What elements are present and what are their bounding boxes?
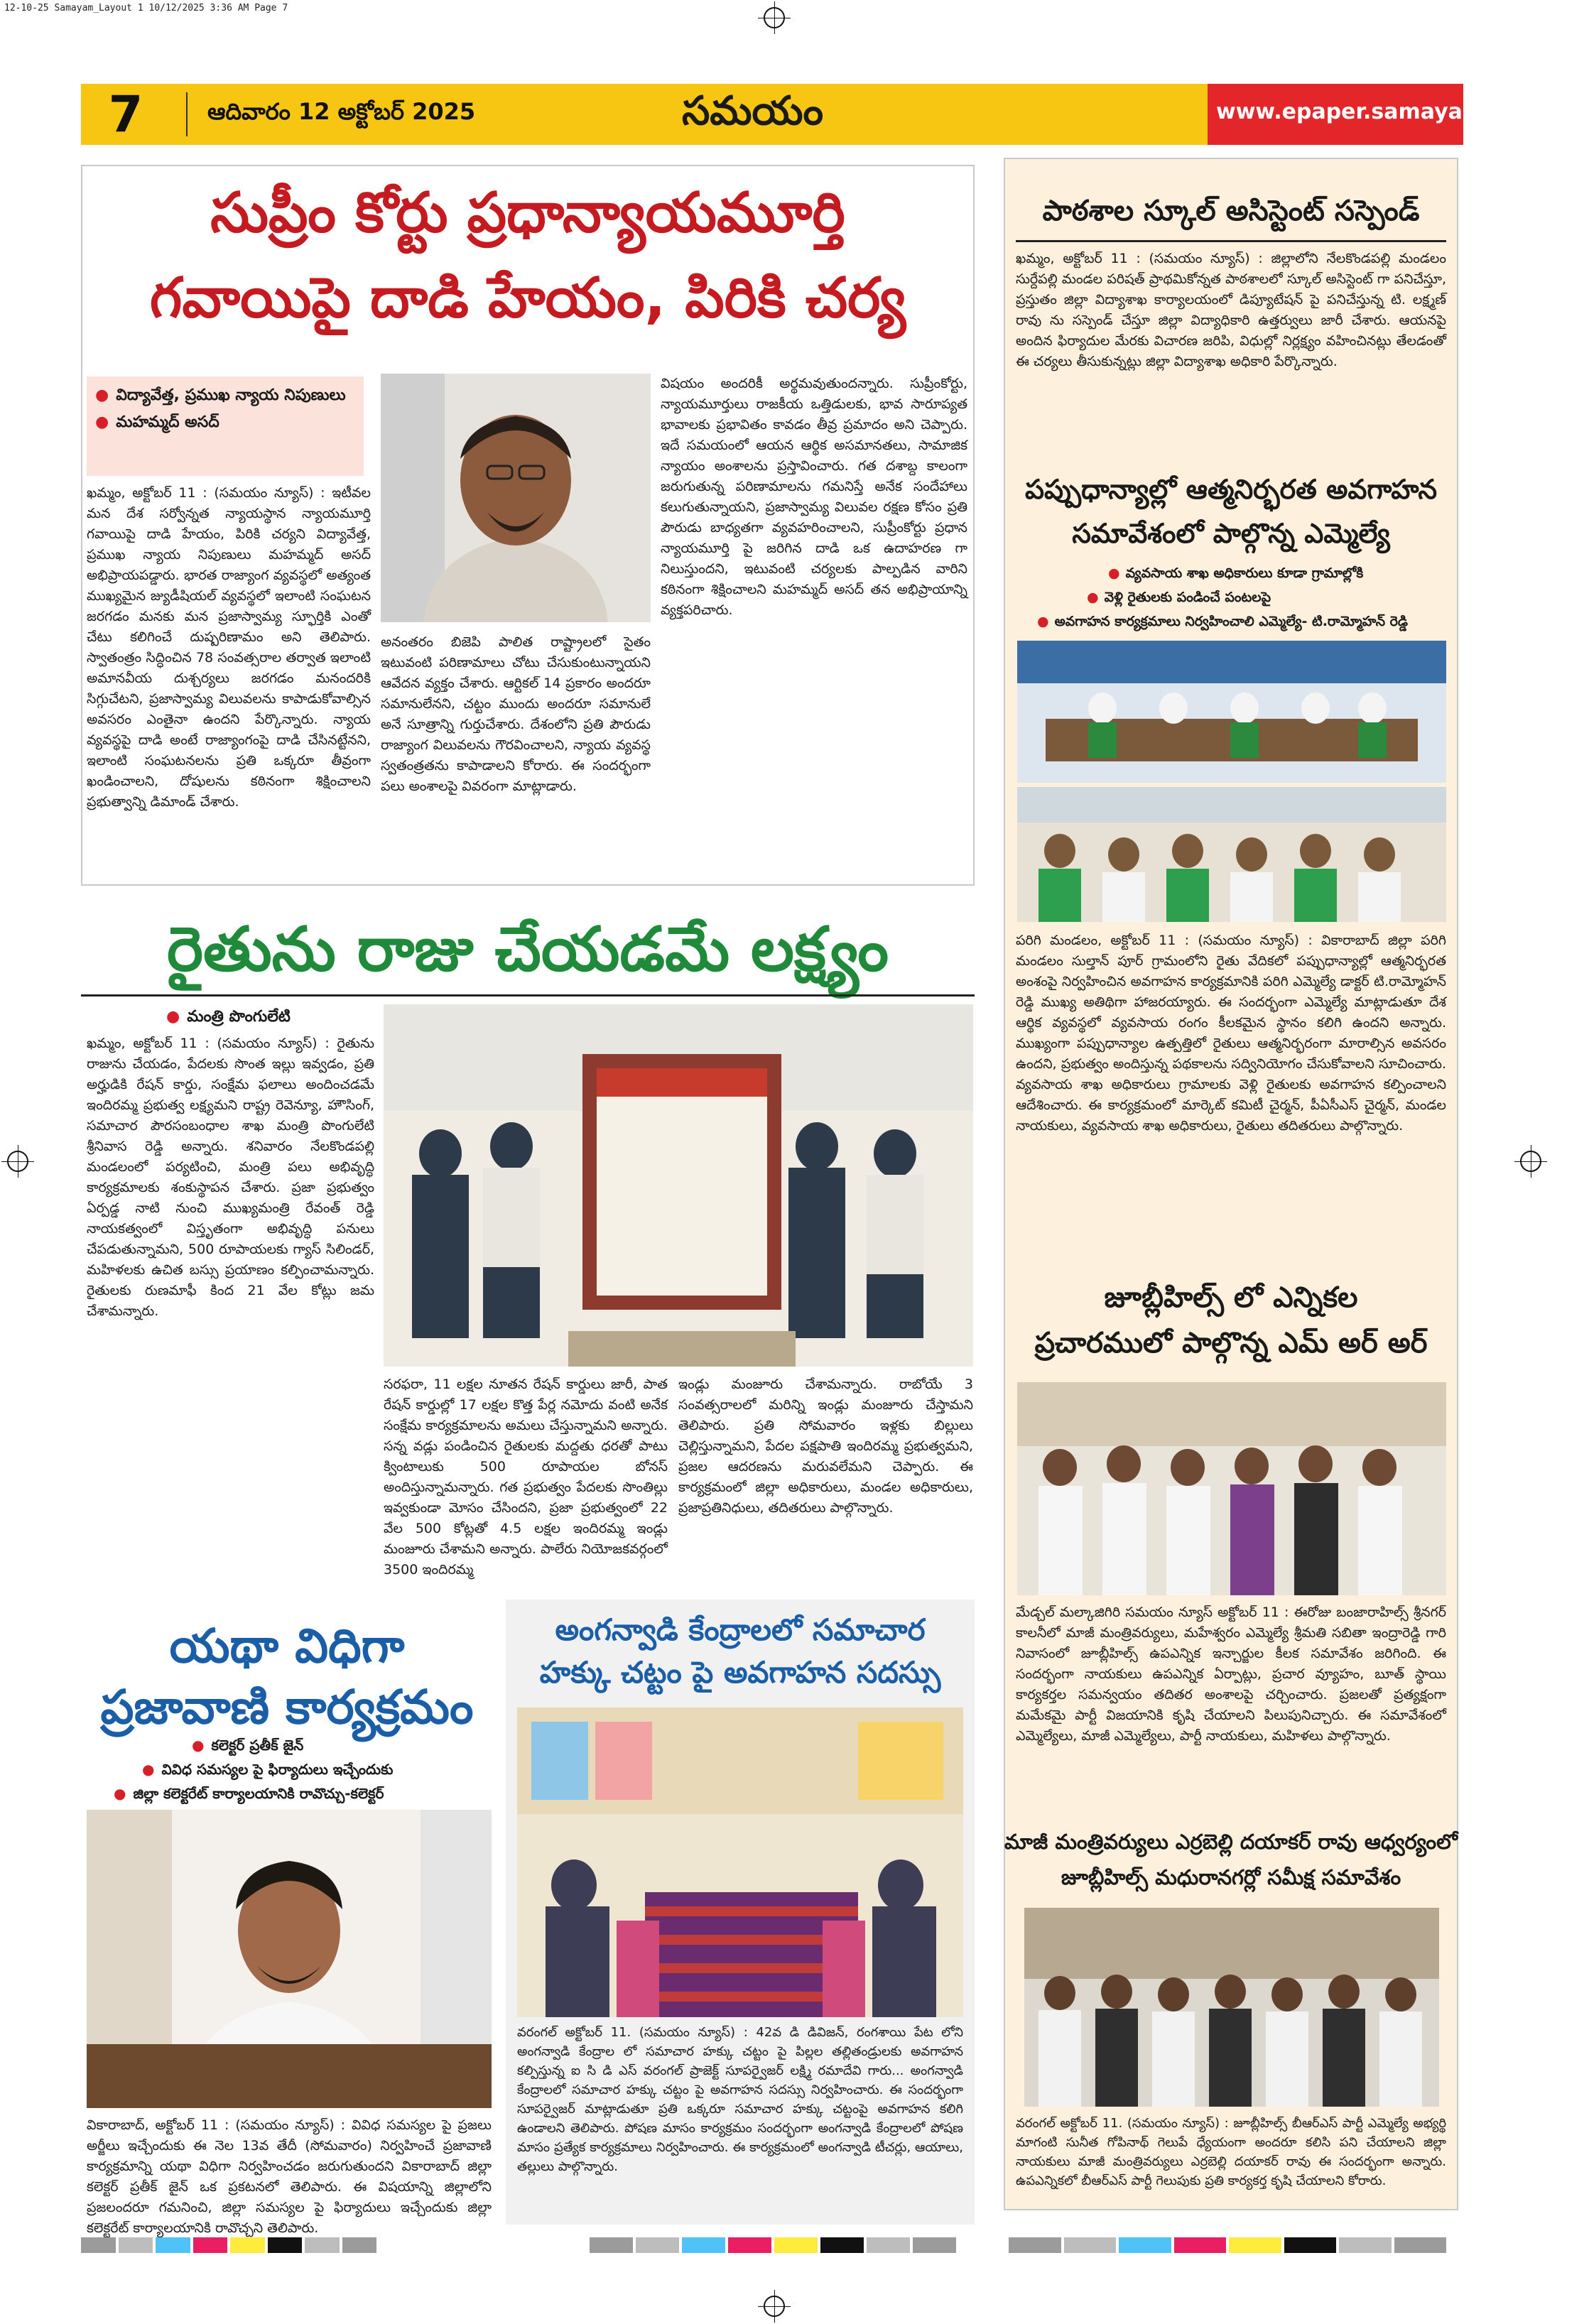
color-swatch bbox=[1229, 2237, 1281, 2253]
registration-mark-icon bbox=[1520, 1151, 1541, 1172]
story2-rule bbox=[81, 994, 975, 997]
collector-photo-illustration bbox=[87, 1810, 492, 2108]
story1-headline-line2: గవాయిపై దాడి హేయం, పిరికి చర్య bbox=[149, 266, 906, 330]
page-number: 7 bbox=[108, 85, 143, 143]
color-swatch bbox=[1119, 2237, 1171, 2253]
meeting-photo-illustration bbox=[1024, 1908, 1439, 2107]
color-swatch bbox=[193, 2237, 228, 2253]
story3-headline-line2: ప్రజావాణి కార్యక్రమం bbox=[100, 1680, 474, 1734]
side1-headline: పాఠశాల స్కూల్ అసిస్టెంట్ సస్పెండ్ bbox=[1042, 195, 1420, 227]
color-swatch bbox=[728, 2237, 771, 2253]
color-swatch bbox=[1394, 2237, 1447, 2253]
story1-bullet-box bbox=[87, 376, 364, 476]
color-swatch bbox=[156, 2237, 190, 2253]
side2-headline-line2: సమావేశంలో పాల్గొన్న ఎమ్మెల్యే bbox=[1072, 518, 1390, 549]
side2-headline-line1: పప్పుధాన్యాల్లో ఆత్మనిర్భరత అవగాహన bbox=[1024, 474, 1437, 505]
story1-headline-line1: సుప్రీం కోర్టు ప్రధాన్యాయమూర్తి bbox=[210, 181, 845, 245]
color-swatch bbox=[1174, 2237, 1227, 2253]
stage-photo-illustration bbox=[1017, 641, 1446, 783]
side3-body: మేడ్చల్ మల్కాజిగిరి సమయం న్యూస్ అక్టోబర్ 11 : ఈరోజు బంజారాహిల్స్ శ్రీనగర్ కాలనీలో మాజీ మంత్రివర్యులు, మహేశ్వరం ఎమ్మెల్యే శ్రీమతి సబితా ఇంద్రారెడ్డి గారి నివాసంలో జూబ్లీహిల్స్ ఉపఎన్నిక ఇన్చార్జుల కీలక సమావేశం జరిగింది. ఈ సందర్భంగా నాయకులు ఉపఎన్నిక ఏర్పాట్లు, ప్రచార వ్యూహం, బూత్ స్థాయి కార్యకర్తల సమన్వయం తదితర అంశాలపై చర్చించారు. ప్రజలతో ప్రత్యక్షంగా మమేకమై పార్టీ విజయానికి కృషి చేయాలని పిలుపునిచ్చారు. ఈ సమావేశంలో ఎమ్మెల్యేలు, మాజీ ఎమ్మెల్యేలు, పార్టీ నాయకులు, మహిళలు పాల్గొన్నారు. bbox=[1016, 1604, 1446, 1744]
campaign-photo-illustration bbox=[1017, 1382, 1446, 1595]
masthead-divider bbox=[186, 92, 188, 136]
side2-tag-1: ● వ్యవసాయ శాఖ అధికారులు కూడా గ్రామాల్లోకి bbox=[1108, 563, 1363, 584]
portrait-illustration bbox=[381, 374, 651, 622]
story4-body: వరంగల్ అక్టోబర్ 11. (సమయం న్యూస్) : 42వ డి డివిజన్, రంగశాయి పేట లోని అంగన్వాడి కేంద్రాల లో సమాచార హక్కు చట్టం పై పిల్లల తల్లితండ్రులకు అవగాహన కల్పిస్తున్న ఐ సి డి ఎస్ వరంగల్ ప్రాజెక్ట్ సూపర్వైజర్ లక్ష్మి రమాదేవి గారు... అంగన్వాడి కేంద్రాలలో సమాచార హక్కు చట్టం పై అవగాహన సదస్సు నిర్వహించారు. ఈ సందర్భంగా సూపర్వైజర్ మాట్లాడుతూ ప్రతి ఒక్కరూ సమాచార హక్కు చట్టంపై అవగాహన కలిగి ఉండాలని తెలిపారు. పోషణ మాసం కార్యక్రమం సందర్భంగా అంగన్వాడి కేంద్రాలలో పోషణ మాసం ప్రత్యేక కార్యక్రమాలు నిర్వహించారు. ఈ కార్యక్రమంలో అంగన్వాడి టీచర్లు, ఆయాలు, తల్లులు పాల్గొన్నారు. bbox=[517, 2025, 963, 2174]
story2-headline: రైతును రాజు చేయడమే లక్ష్యం bbox=[166, 914, 889, 985]
side3-headline-line2: ప్రచారములో పాల్గొన్న ఎమ్ అర్ అర్ bbox=[1034, 1327, 1428, 1359]
color-swatch bbox=[1009, 2237, 1061, 2253]
newspaper-brand: సమయం bbox=[682, 88, 823, 134]
story3-headline-line1: యథా విధిగా bbox=[169, 1619, 405, 1673]
side4-photo-meeting bbox=[1024, 1908, 1439, 2107]
side3-photo-campaign bbox=[1017, 1382, 1446, 1595]
color-swatch bbox=[81, 2237, 116, 2253]
registration-mark-icon bbox=[764, 7, 785, 28]
story1-bullet-author: ● విద్యావేత్త, ప్రముఖ న్యాయ నిపుణులు bbox=[87, 376, 364, 408]
print-slug: 12-10-25 Samayam_Layout 1 10/12/2025 3:36 AM Page 7 bbox=[4, 3, 288, 13]
color-swatch bbox=[342, 2237, 377, 2253]
story1-photo-portrait bbox=[381, 374, 651, 622]
story3-bullet-office: ● జిల్లా కలెక్టరేట్ కార్యాలయానికి రావొచ్చు-కలెక్టర్ bbox=[114, 1781, 384, 1806]
side2-body: పరిగి మండలం, అక్టోబర్ 11 : (సమయం న్యూస్) : వికారాబాద్ జిల్లా పరిగి మండలం సుల్తాన్ పూర్ గ్రామంలోని రైతు వేదికలో పప్పుధాన్యాల్లో ఆత్మనిర్భరత అంశంపై నిర్వహించిన అవగాహన కార్యక్రమానికి పరిగి ఎమ్మెల్యే డాక్టర్ టి.రామ్మోహన్ రెడ్డి ముఖ్య అతిథిగా హాజరయ్యారు. ఈ సందర్భంగా ఎమ్మెల్యే మాట్లాడుతూ దేశ ఆర్థిక వ్యవస్థలో వ్యవసాయ రంగం కీలకమైన స్థానం కలిగి ఉందని అన్నారు. ముఖ్యంగా పప్పుధాన్యాల ఉత్పత్తిలో రైతులు ఆత్మనిర్భరంగా మారాల్సిన అవసరం ఉందని, ప్రభుత్వం అందిస్తున్న పథకాలను సద్వినియోగం చేసుకోవాలని సూచించారు. వ్యవసాయ శాఖ అధికారులు గ్రామాలకు వెళ్లి రైతులకు అవగాహన కల్పించాలని ఆదేశించారు. ఈ కార్యక్రమంలో మార్కెట్ కమిటీ చైర్మన్, పీఏసీఎస్ చైర్మన్, మండల నాయకులు, వ్యవసాయ శాఖ అధికారులు, రైతులు తదితరులు పాల్గొన్నారు. bbox=[1016, 933, 1446, 1134]
story1-bullet-name: ● మహమ్మద్ అసద్ bbox=[87, 408, 364, 435]
color-swatch bbox=[913, 2237, 956, 2253]
side1-rule bbox=[1016, 240, 1446, 242]
color-swatch bbox=[1339, 2237, 1392, 2253]
color-swatch bbox=[682, 2237, 725, 2253]
color-swatch bbox=[636, 2237, 679, 2253]
story2-bullet-minister: ● మంత్రి పొంగులేటి bbox=[166, 1005, 291, 1029]
story3-body: వికారాబాద్, అక్టోబర్ 11 : (సమయం న్యూస్) : వివిధ సమస్యల పై ప్రజలు అర్జీలు ఇచ్చేందుకు ఈ నెల 13వ తేదీ (సోమవారం) నిర్వహించే ప్రజావాణి కార్యక్రమాన్ని యథా విధిగా నిర్వహించడం జరుగుతుందని వికారాబాద్ జిల్లా కలెక్టర్ ప్రతీక్ జైన్ ఒక ప్రకటనలో తెలిపారు. ఈ విషయాన్ని జిల్లాలోని ప్రజలందరూ గమనించి, జిల్లా సమస్యల పై ఫిర్యాదులు ఇచ్చేందుకు జిల్లా కలెక్టరేట్ కార్యాలయానికి రావొచ్చని తెలిపారు. bbox=[87, 2117, 492, 2236]
color-swatch bbox=[867, 2237, 910, 2253]
story1-column-2: అనంతరం బిజెపి పాలిత రాష్ట్రాలలో సైతం ఇటువంటి పరిణామాలు చోటు చేసుకుంటున్నాయని ఆవేదన వ్యక్తం చేశారు. ఆర్టికల్ 14 ప్రకారం అందరూ సమానులేనని, చట్టం ముందు అందరూ సమానులే అనే సూత్రాన్ని గుర్తుచేశారు. దేశంలోని ప్రతి పౌరుడు రాజ్యాంగ విలువలను గౌరవించాలని, న్యాయ వ్యవస్థ స్వతంత్రతను కాపాడాలని కోరారు. ఈ సందర్భంగా పలు అంశాలపై వివరంగా మాట్లాడారు. bbox=[381, 634, 651, 794]
color-swatch bbox=[820, 2237, 864, 2253]
registration-mark-icon bbox=[764, 2296, 785, 2317]
story1-column-3: విషయం అందరికీ అర్థమవుతుందన్నారు. సుప్రీంకోర్టు, న్యాయమూర్తులు రాజకీయ ఒత్తిడులకు, భావ సారూప్యత భావాలకు ప్రభావితం కావడం తీవ్ర ప్రమాదం అని చెప్పారు. ఇదే సమయంలో ఆయన ఆర్థిక అసమానతలు, సామాజిక న్యాయం అంశాలను ప్రస్తావించారు. గత దశాబ్ద కాలంగా జరుగుతున్న పరిణామాలను గమనిస్తే అనేక సందేహాలు కలుగుతున్నాయని, ప్రజాస్వామ్య విలువల రక్షణ కోసం ప్రతి పౌరుడు బాధ్యతగా వ్యవహరించాలని, సుప్రీంకోర్టు ప్రధాన న్యాయమూర్తి పై జరిగిన దాడి ఒక ఉదాహరణ గా నిలుస్తుందని, ఇటువంటి చర్యలకు పాల్పడిన వారిని కఠినంగా శిక్షించాలని మహమ్మద్ అసద్ తన అభిప్రాయాన్ని వ్యక్తపరిచారు. bbox=[661, 376, 967, 618]
issue-date: ఆదివారం 12 అక్టోబర్ 2025 bbox=[207, 98, 476, 125]
story4-headline-line1: అంగన్వాడి కేంద్రాలలో సమాచార bbox=[555, 1612, 926, 1647]
side4-headline-line1: మాజీ మంత్రివర్యులు ఎర్రబెల్లి దయాకర్ రావు ఆధ్వర్యంలో bbox=[1004, 1830, 1458, 1854]
side2-tag-3: ● అవగాహన కార్యక్రమాలు నిర్వహించాలి ఎమ్మెల్యే- టి.రామ్మోహన్ రెడ్డి bbox=[1037, 611, 1408, 632]
color-swatch bbox=[268, 2237, 303, 2253]
story2-column-2: సరఫరా, 11 లక్షల నూతన రేషన్ కార్డులు జారీ, పాత రేషన్ కార్డుల్లో 17 లక్షల కొత్త పేర్ల నమోదు వంటి అనేక సంక్షేమ కార్యక్రమాలను అమలు చేస్తున్నామని అన్నారు. సన్న వడ్లు పండించిన రైతులకు మద్దతు ధరతో పాటు క్వింటాలుకు 500 రూపాయల బోనస్ అందిస్తున్నామన్నారు. గత ప్రభుత్వం పేదలకు సొంతిల్లు ఇవ్వకుండా మోసం చేసిందని, ప్రజా ప్రభుత్వంలో 22 వేల 500 కోట్లతో 4.5 లక్షల ఇందిరమ్మ ఇండ్లు మంజూరు చేశామని అన్నారు. పాలేరు నియోజకవర్గంలో 3500 ఇందిరమ్మ bbox=[384, 1377, 668, 1578]
epaper-url[interactable]: www.epaper.samayamdaily.net bbox=[1216, 99, 1589, 124]
story3-bullet-complaints: ● వివిధ సమస్యల పై ఫిర్యాదులు ఇచ్చేందుకు bbox=[142, 1757, 393, 1781]
side2-tag-2: ● వెళ్లి రైతులకు పండించే పంటలపై bbox=[1087, 587, 1271, 608]
anganwadi-photo-illustration bbox=[517, 1707, 963, 2017]
color-swatch bbox=[230, 2237, 265, 2253]
side4-headline-line2: జూబ్లీహిల్స్ మధురానగర్లో సమీక్ష సమావేశం bbox=[1061, 1865, 1401, 1889]
color-swatch bbox=[119, 2237, 153, 2253]
color-swatch bbox=[305, 2237, 340, 2253]
story2-photo-event bbox=[384, 1004, 973, 1367]
color-bar-center bbox=[590, 2237, 959, 2253]
side3-headline-line1: జూబ్లీహిల్స్ లో ఎన్నికల bbox=[1104, 1281, 1358, 1314]
registration-mark-icon bbox=[7, 1151, 28, 1172]
color-swatch bbox=[590, 2237, 633, 2253]
story4-photo-anganwadi bbox=[517, 1707, 963, 2017]
side4-body: వరంగల్ అక్టోబర్ 11. (సమయం న్యూస్) : జూబ్లీహిల్స్ బీఆర్ఎస్ పార్టీ ఎమ్మెల్యే అభ్యర్థి మాగంటి సునీత గోపినాథ్ గెలుపే ధ్యేయంగా అందరూ కలిసి పని చేయాలని జిల్లా నాయకులు మాజీ మంత్రివర్యులు ఎర్రబెల్లి దయాకర్ రావు ఈ సందర్భంగా అన్నారు. ఉపఎన్నికలో బీఆర్ఎస్ పార్టీ గెలుపుకు ప్రతి కార్యకర్త కృషి చేయాలని కోరారు. bbox=[1016, 2116, 1446, 2188]
story2-column-3: ఇండ్లు మంజూరు చేశామన్నారు. రాబోయే 3 సంవత్సరాలలో మరిన్ని ఇండ్లు మంజూరు చేస్తామని తెలిపారు. ప్రతి సోమవారం ఇళ్లకు బిల్లులు చెల్లిస్తున్నామని, పేదల పక్షపాతి ఇందిరమ్మ ప్రభుత్వమని, ప్రజల ఆదరణను మరువలేమని చెప్పారు. ఈ కార్యక్రమంలో జిల్లా అధికారులు, మండల అధికారులు, ప్రజాప్రతినిధులు, తదితరులు పాల్గొన్నారు. bbox=[678, 1377, 973, 1516]
event-photo-illustration bbox=[384, 1004, 973, 1367]
color-bar-left bbox=[81, 2237, 379, 2253]
side2-photo-stage bbox=[1017, 641, 1446, 783]
story3-photo-collector bbox=[87, 1810, 492, 2108]
color-swatch bbox=[1064, 2237, 1117, 2253]
color-swatch bbox=[1284, 2237, 1337, 2253]
story3-bullet-collector: ● కలెక్టర్ ప్రతీక్ జైన్ bbox=[192, 1733, 303, 1757]
story2-column-1: ఖమ్మం, అక్టోబర్ 11 : (సమయం న్యూస్) : రైతును రాజును చేయడం, పేదలకు సొంత ఇల్లు ఇవ్వడం, ప్రతి అర్హుడికి రేషన్ కార్డు, సంక్షేమ ఫలాలు అందించడమే ఇందిరమ్మ ప్రభుత్వ లక్ష్యమని రాష్ట్ర రెవెన్యూ, హౌసింగ్, సమాచార పౌరసంబంధాల శాఖ మంత్రి పొంగులేటి శ్రీనివాస రెడ్డి అన్నారు. శనివారం నేలకొండపల్లి మండలంలో పర్యటించి, మంత్రి పలు అభివృద్ధి కార్యక్రమాలకు శంకుస్థాపన చేశారు. ప్రజా ప్రభుత్వం ఏర్పడ్డ నాటి నుంచి ముఖ్యమంత్రి రేవంత్ రెడ్డి నాయకత్వంలో విస్తృతంగా అభివృద్ధి పనులు చేపడుతున్నామని, 500 రూపాయలకు గ్యాస్ సిలిండర్, మహిళలకు ఉచిత బస్సు ప్రయాణం కల్పించామన్నారు. రైతులకు రుణమాఫీ కింద 21 వేల కోట్లు జమ చేశామన్నారు. bbox=[87, 1036, 374, 1319]
audience-photo-illustration bbox=[1017, 787, 1446, 922]
story4-headline-line2: హక్కు చట్టం పై అవగాహన సదస్సు bbox=[539, 1655, 941, 1690]
color-bar-right bbox=[1009, 2237, 1449, 2253]
color-swatch bbox=[774, 2237, 818, 2253]
side1-body: ఖమ్మం, అక్టోబర్ 11 : (సమయం న్యూస్) : జిల్లాలోని నేలకొండపల్లి మండలం సుర్దేపల్లి మండల పరిషత్ ప్రాథమికోన్నత పాఠశాలలో స్కూల్ అసిస్టెంట్ గా పనిచేస్తూ, ప్రస్తుతం జిల్లా విద్యాశాఖ కార్యాలయంలో డిప్యూటేషన్ పై పనిచేస్తున్న టి. లక్ష్మణ్ రావు ను సస్పెండ్ చేస్తూ జిల్లా విద్యాధికారి ఉత్తర్వులు జారీ చేశారు. ఆయనపై అందిన ఫిర్యాదుల మేరకు విచారణ జరిపి, విధుల్లో నిర్లక్ష్యం వహించినట్లు తేలడంతో ఈ చర్యలు తీసుకున్నట్లు జిల్లా విద్యాశాఖ అధికారి పేర్కొన్నారు. bbox=[1016, 251, 1446, 369]
side2-photo-audience bbox=[1017, 787, 1446, 922]
story1-column-1: ఖమ్మం, అక్టోబర్ 11 : (సమయం న్యూస్) : ఇటీవల మన దేశ సర్వోన్నత న్యాయస్థాన న్యాయమూర్తి గవాయిపై దాడి హేయం, పిరికి చర్యని విద్యావేత్త, ప్రముఖ న్యాయ నిపుణులు మహమ్మద్ అసద్ అభిప్రాయపడ్డారు. భారత రాజ్యాంగ వ్యవస్థలో అత్యంత ముఖ్యమైన జ్యుడీషియల్ వ్యవస్థలో ఇలాంటి సంఘటన జరగడం మనకు మన ప్రజాస్వామ్య స్ఫూర్తికి ఎంతో చేటు కలిగించే దుష్పరిణామం అని తెలిపారు. స్వాతంత్రం సిద్ధించిన 78 సంవత్సరాల తర్వాత ఇలాంటి అమానవీయ దుశ్చర్యలు జరగడం మనందరికి సిగ్గుచేటని, ప్రజాస్వామ్య విలువలను కాపాడుకోవాల్సిన అవసరం ఎంతైనా ఉందని పేర్కొన్నారు. న్యాయ వ్యవస్థపై దాడి అంటే రాజ్యాంగంపై దాడి చేసినట్టేనని, ఇలాంటి సంఘటనలను ప్రతి ఒక్కరూ తీవ్రంగా ఖండించాలని, దోషులను కఠినంగా శిక్షించాలని ప్రభుత్వాన్ని డిమాండ్ చేశారు. bbox=[87, 485, 371, 810]
